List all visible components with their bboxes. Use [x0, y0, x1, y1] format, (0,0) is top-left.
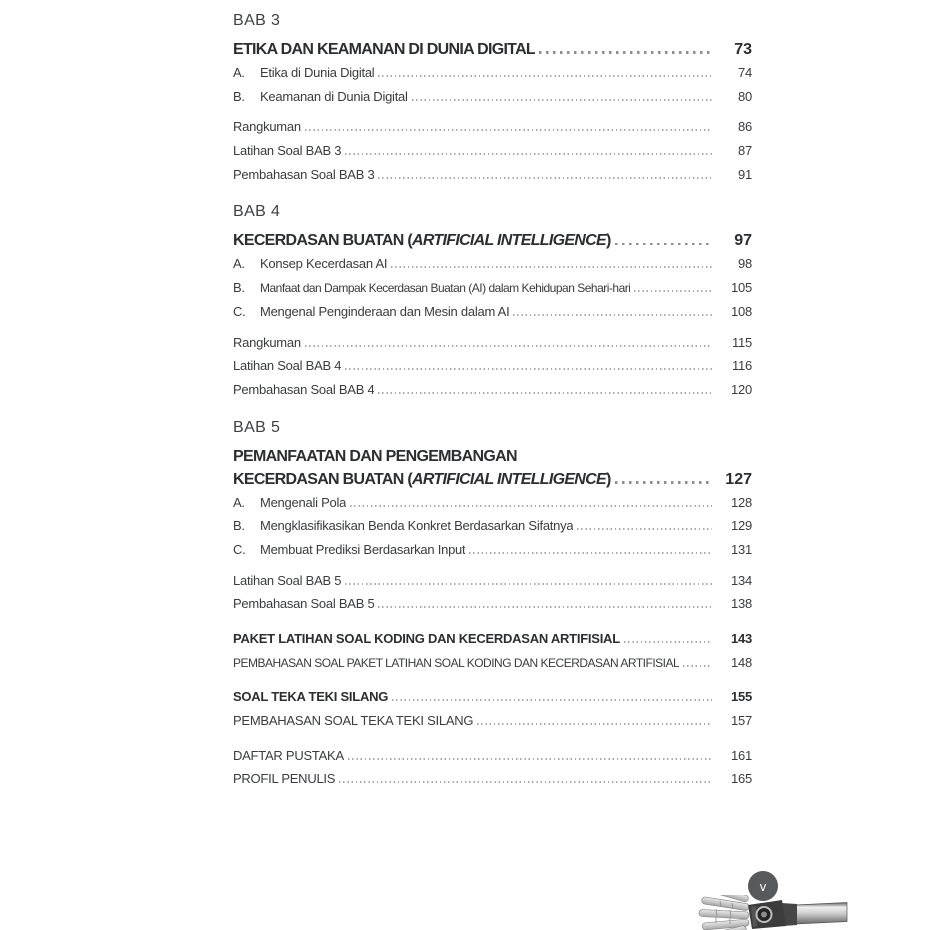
toc-entry: [233, 685, 752, 709]
item-label: A.: [233, 256, 245, 272]
entry-title: PEMBAHASAN SOAL TEKA TEKI SILANG: [233, 713, 474, 729]
chapter-title-text: KECERDASAN BUATAN (: [233, 232, 412, 250]
entry-title: Rangkuman: [233, 119, 301, 135]
toc-entry: [233, 767, 752, 791]
item-label: B.: [233, 518, 245, 534]
page-number: 155: [731, 689, 752, 705]
chapter-title-row: [233, 38, 752, 61]
entry-title: DAFTAR PUSTAKA: [233, 747, 344, 763]
toc-entry: [233, 300, 752, 324]
toc-entry: [233, 61, 752, 85]
entry-title: Rangkuman: [233, 334, 301, 350]
page-number: 91: [738, 166, 752, 182]
dot-leader: [391, 266, 712, 268]
toc-entry: [233, 592, 752, 616]
item-label: A.: [233, 65, 245, 80]
entry-title: Mengklasifikasikan Benda Konkret Berdasarkan Sifatnya: [260, 518, 574, 534]
chapter-title-suffix: ): [605, 232, 611, 250]
entry-title: Etika di Dunia Digital: [260, 65, 375, 80]
entry-title: Latihan Soal BAB 3: [233, 143, 342, 159]
item-label: A.: [233, 494, 245, 510]
toc-entry: [233, 651, 752, 675]
dot-leader: [378, 392, 712, 394]
chapter-kicker: BAB 5: [233, 418, 281, 436]
page-number: 138: [731, 596, 752, 612]
page-number: 129: [731, 518, 752, 534]
entry-title: PAKET LATIHAN SOAL KODING DAN KECERDASAN ARTIFISIAL: [233, 631, 620, 646]
page-number: 115: [732, 334, 752, 350]
toc-entry: [233, 85, 752, 109]
page-number: 86: [738, 119, 752, 135]
entry-title: SOAL TEKA TEKI SILANG: [233, 689, 389, 705]
toc-entry: [233, 331, 752, 355]
item-label: C.: [233, 303, 246, 319]
entry-title: Konsep Kecerdasan AI: [260, 256, 388, 272]
dot-leader: [378, 177, 712, 179]
entry-title: Manfaat dan Dampak Kecerdasan Buatan (AI) dalam Kehidupan Sehari-hari: [260, 281, 631, 296]
chapter-title-italic: ARTIFICIAL INTELLIGENCE: [412, 232, 606, 250]
chapter-title: [233, 38, 535, 61]
dot-leader: [615, 481, 712, 484]
dot-leader: [339, 781, 712, 783]
page-number: 73: [734, 41, 752, 58]
entry-title: Latihan Soal BAB 4: [233, 358, 342, 374]
page-number: 116: [732, 358, 752, 374]
page-number: 143: [731, 631, 752, 646]
page-number: 134: [731, 572, 752, 588]
dot-leader: [305, 129, 712, 131]
toc-entry: [233, 627, 752, 651]
toc-section-bab-4: [233, 202, 752, 401]
toc-group: [233, 685, 752, 732]
dot-leader: [577, 528, 712, 530]
page-number: 98: [738, 256, 752, 272]
chapter-kicker: BAB 3: [233, 12, 281, 29]
dot-leader: [477, 723, 712, 725]
page-number: 128: [731, 494, 752, 510]
page-number: 80: [738, 88, 752, 104]
dot-leader: [378, 75, 712, 77]
chapter-title-row: [233, 445, 752, 468]
entry-title: PROFIL PENULIS: [233, 771, 336, 787]
robot-arm-icon: [698, 895, 848, 930]
page-number: 131: [731, 541, 752, 557]
entry-title: PEMBAHASAN SOAL PAKET LATIHAN SOAL KODING DAN KECERDASAN ARTIFISIAL: [233, 655, 680, 670]
toc-entry: [233, 276, 752, 300]
dot-leader: [345, 153, 712, 155]
page-number: 148: [731, 654, 752, 670]
page-number: 157: [731, 713, 752, 729]
item-label: B.: [233, 88, 245, 104]
dot-leader: [378, 606, 712, 608]
toc-entry: [233, 378, 752, 402]
chapter-title-italic: ARTIFICIAL INTELLIGENCE: [412, 470, 606, 488]
toc-entry: [233, 139, 752, 163]
dot-leader: [305, 345, 712, 347]
toc-entry: [233, 354, 752, 378]
toc-entry: [233, 744, 752, 768]
chapter-title: [233, 445, 517, 468]
page-number: 161: [731, 747, 752, 763]
entry-title: Membuat Prediksi Berdasarkan Input: [260, 541, 466, 557]
page-number: 127: [725, 470, 752, 488]
toc-entry: [233, 252, 752, 276]
chapter-title-text: KECERDASAN BUATAN (: [233, 470, 412, 488]
dot-leader: [634, 290, 712, 292]
chapter-extras: [233, 569, 752, 616]
dot-leader: [624, 641, 712, 643]
page-number: 105: [731, 280, 752, 296]
page-number-label: v: [759, 878, 767, 894]
toc-group: [233, 627, 752, 674]
toc-section-bab-3: [233, 11, 752, 186]
entry-title: Keamanan di Dunia Digital: [260, 88, 408, 104]
page-number: 108: [731, 303, 752, 319]
entry-title: Pembahasan Soal BAB 4: [233, 381, 375, 397]
entry-title: Pembahasan Soal BAB 3: [233, 166, 375, 182]
dot-leader: [469, 552, 712, 554]
page-number: 165: [731, 771, 752, 787]
page-number: 74: [738, 65, 752, 80]
page-number: 97: [734, 232, 752, 250]
page-number: 87: [738, 143, 752, 159]
chapter-title-suffix: ): [605, 470, 611, 488]
entry-title: Latihan Soal BAB 5: [233, 572, 342, 588]
dot-leader: [412, 99, 712, 101]
toc-entry: [233, 491, 752, 515]
dot-leader: [513, 314, 712, 316]
toc-entry: [233, 115, 752, 139]
dot-leader: [615, 243, 712, 246]
chapter-title-text: PEMANFAATAN DAN PENGEMBANGAN: [233, 447, 517, 465]
chapter-title: [233, 229, 611, 252]
dot-leader: [348, 758, 712, 760]
chapter-extras: [233, 331, 752, 402]
dot-leader: [539, 51, 712, 54]
toc-entry: [233, 163, 752, 187]
entry-title: Pembahasan Soal BAB 5: [233, 596, 375, 612]
chapter-title: [233, 468, 611, 491]
entry-title: Mengenali Pola: [260, 494, 347, 510]
chapter-extras: [233, 115, 752, 186]
chapter-title-text: ETIKA DAN KEAMANAN DI DUNIA DIGITAL: [233, 41, 536, 58]
chapter-kicker: BAB 4: [233, 203, 281, 221]
toc-section-bab-5: [233, 418, 752, 616]
chapter-title-row: [233, 229, 752, 252]
dot-leader: [350, 505, 712, 507]
dot-leader: [345, 583, 712, 585]
dot-leader: [392, 699, 712, 701]
toc-group: [233, 744, 752, 791]
entry-title: Mengenal Penginderaan dan Mesin dalam AI: [260, 303, 510, 319]
page-number: 120: [731, 381, 752, 397]
dot-leader: [345, 368, 712, 370]
toc-entry: [233, 569, 752, 593]
toc-entry: [233, 538, 752, 562]
table-of-contents: [233, 11, 752, 791]
item-label: C.: [233, 541, 246, 557]
dot-leader: [683, 665, 712, 667]
toc-entry: [233, 709, 752, 733]
chapter-title-row: [233, 468, 752, 491]
item-label: B.: [233, 280, 245, 296]
toc-entry: [233, 514, 752, 538]
